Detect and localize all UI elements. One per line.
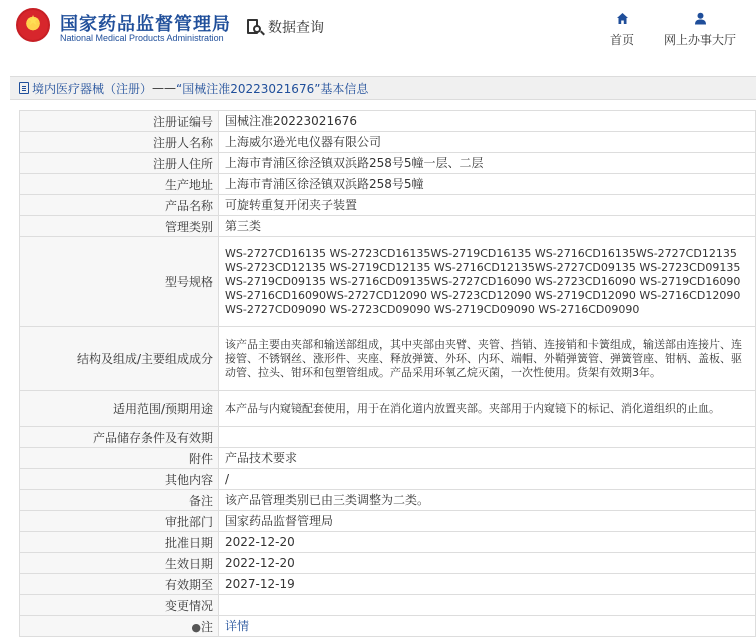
field-label: 生效日期 — [20, 553, 219, 574]
field-label: 生产地址 — [20, 174, 219, 195]
table-row — [20, 532, 756, 553]
field-value: 该产品主要由夹部和输送部组成，其中夹部由夹臂、夹管、挡销、连接销和卡簧组成，输送部由连接片、连接管、不锈钢丝、涨形件、夹座、释放弹簧、外环、内环、端帽、外鞘弹簧管、弹簧管座、钳柄、盖板、驱动管、拉头、钳环和包塑管组成。产品采用环氧乙烷灭菌，一次性使用。货架有效期3年。 — [219, 327, 756, 391]
field-label: 注册人住所 — [20, 153, 219, 174]
table-row — [20, 111, 756, 132]
site-header — [0, 0, 756, 62]
national-emblem-logo: ★ — [16, 8, 50, 42]
note-label-cell — [20, 616, 219, 637]
home-icon — [606, 12, 638, 28]
table-row — [20, 391, 756, 427]
nav-online-service-label: 网上办事大厅 — [663, 33, 736, 47]
field-value: 第三类 — [219, 216, 756, 237]
field-label: 产品名称 — [20, 195, 219, 216]
site-title: 国家药品监督管理局 — [60, 14, 231, 35]
field-label: 其他内容 — [20, 469, 219, 490]
table-row — [20, 448, 756, 469]
breadcrumb-current: “国械注准20223021676”基本信息 — [176, 81, 369, 96]
table-row — [20, 195, 756, 216]
user-icon — [660, 12, 740, 28]
field-value: 可旋转重复开闭夹子装置 — [219, 195, 756, 216]
table-row — [20, 174, 756, 195]
table-row — [20, 153, 756, 174]
field-value: / — [219, 469, 756, 490]
table-row — [20, 237, 756, 327]
table-row — [20, 132, 756, 153]
field-label: 有效期至 — [20, 574, 219, 595]
table-row — [20, 553, 756, 574]
table-row — [20, 574, 756, 595]
field-label: 变更情况 — [20, 595, 219, 616]
field-value: 国家药品监督管理局 — [219, 511, 756, 532]
field-label: 批准日期 — [20, 532, 219, 553]
data-query-link[interactable] — [246, 16, 324, 38]
pin-icon: ● — [191, 620, 201, 634]
table-row — [20, 490, 756, 511]
field-label: 备注 — [20, 490, 219, 511]
field-label: 注册证编号 — [20, 111, 219, 132]
field-label: 适用范围/预期用途 — [20, 391, 219, 427]
field-value: 2027-12-19 — [219, 574, 756, 595]
field-value — [219, 595, 756, 616]
table-row — [20, 216, 756, 237]
breadcrumb-category-link[interactable]: 境内医疗器械（注册） — [32, 81, 153, 96]
field-value — [219, 616, 756, 637]
breadcrumb — [10, 76, 756, 100]
field-value: 2022-12-20 — [219, 553, 756, 574]
site-subtitle: National Medical Products Administration — [60, 33, 224, 43]
field-value: 上海市青浦区徐泾镇双浜路258号5幢 — [219, 174, 756, 195]
field-label: 附件 — [20, 448, 219, 469]
table-row — [20, 427, 756, 448]
field-label: 注 — [200, 619, 213, 634]
document-icon — [19, 82, 29, 94]
field-value: 2022-12-20 — [219, 532, 756, 553]
nav-home[interactable] — [606, 12, 638, 48]
field-value: 该产品管理类别已由三类调整为二类。 — [219, 490, 756, 511]
field-label: 结构及组成/主要组成成分 — [20, 327, 219, 391]
field-label: 型号规格 — [20, 237, 219, 327]
field-label: 审批部门 — [20, 511, 219, 532]
field-value — [219, 427, 756, 448]
table-row — [20, 511, 756, 532]
breadcrumb-separator: —— — [152, 81, 177, 95]
field-value: 产品技术要求 — [219, 448, 756, 469]
details-link[interactable]: 详情 — [225, 619, 250, 633]
registration-info-table — [19, 110, 756, 637]
table-row — [20, 469, 756, 490]
nav-online-service-hall[interactable] — [660, 12, 740, 48]
field-value: 上海市青浦区徐泾镇双浜路258号5幢一层、二层 — [219, 153, 756, 174]
field-label: 注册人名称 — [20, 132, 219, 153]
field-value: 国械注准20223021676 — [219, 111, 756, 132]
field-value: 本产品与内窥镜配套使用，用于在消化道内放置夹部。夹部用于内窥镜下的标记、消化道组织的止血。 — [219, 391, 756, 427]
field-label: 产品储存条件及有效期 — [20, 427, 219, 448]
nav-home-label: 首页 — [609, 33, 634, 47]
document-search-icon — [246, 18, 264, 36]
table-row — [20, 327, 756, 391]
field-value: 上海威尔逊光电仪器有限公司 — [219, 132, 756, 153]
table-row — [20, 595, 756, 616]
data-query-label: 数据查询 — [268, 20, 324, 36]
table-row — [20, 616, 756, 637]
field-label: 管理类别 — [20, 216, 219, 237]
field-value: WS-2727CD16135 WS-2723CD16135WS-2719CD16135 WS-2716CD16135WS-2727CD12135 WS-2723CD12135 WS-2719CD12135 WS-2716CD12135WS-2727CD09135 WS-2723CD09135 WS-2719CD09135 WS-2716CD09135WS-2727CD16090 WS-2723CD16090 WS-2719CD16090 WS-2716CD16090WS-2727CD12090 WS-2723CD12090 WS-2719CD12090 WS-2716CD12090WS-2727CD09090 WS-2723CD09090 WS-2719CD09090 WS-2716CD09090 — [219, 237, 756, 327]
